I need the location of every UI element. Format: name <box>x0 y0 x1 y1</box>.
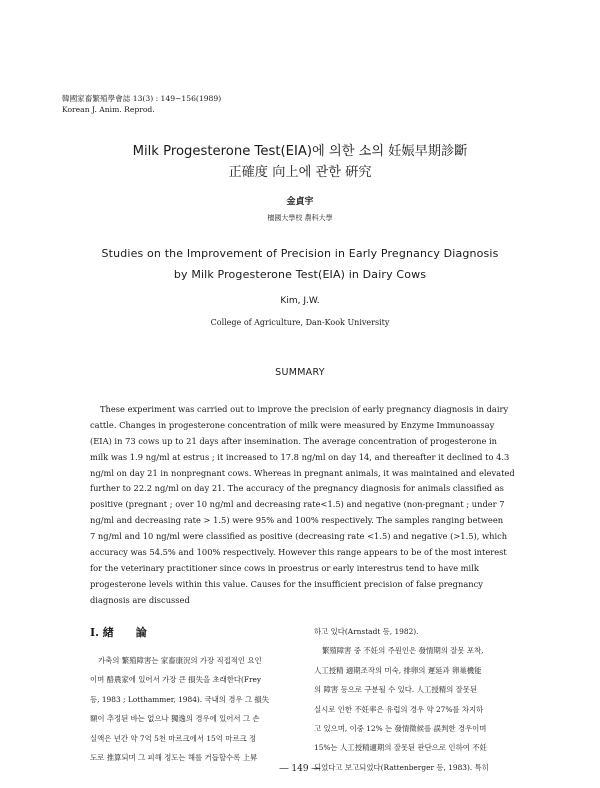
summary-line: These experiment was carried out to improve the precision of early pregnancy diagnosis in dairy <box>100 404 509 414</box>
english-title-line-1: Studies on the Improvement of Precision in Early Pregnancy Diagnosis <box>101 247 499 260</box>
journal-citation-english: Korean J. Anim. Reprod. <box>62 105 155 114</box>
body-line: 의 障害 등으로 구분될 수 있다. 人工授精의 잘못된 <box>314 685 478 695</box>
summary-line: diagnosis are discussed <box>90 594 190 605</box>
summary-line: progesterone levels within this value. Causes for the insufficient precision of false pregnancy <box>90 578 483 589</box>
introduction-left-column <box>90 651 295 767</box>
body-line: 등, 1983 ; Lotthammer, 1984). 국내의 경우 그 損失 <box>90 694 270 704</box>
summary-line: ng/ml on day 21 in nonpregnant cows. Whereas in pregnant animals, it was maintained and elevated <box>90 467 515 478</box>
author-english: Kim, J.W. <box>280 296 320 306</box>
journal-citation-korean: 韓國家畜繁殖學會誌 13(3) : 149~156(1989) <box>62 94 222 103</box>
body-line: 人工授精 適期조작의 미숙, 排卵의 遲延과 卵巢機能 <box>314 665 482 675</box>
section-heading-introduction: I. 緖 論 <box>90 626 147 639</box>
summary-line: milk was 1.9 ng/ml at estrus ; it increased to 17.8 ng/ml on day 14, and thereafter it declined to 4.3 <box>90 451 510 462</box>
summary-line: accuracy was 54.5% and 100% respectively. However this range appears to be of the most interest <box>90 547 507 558</box>
journal-citation <box>62 93 221 115</box>
summary-line: positive (pregnant ; over 10 ng/ml and decreasing rate<1.5) and negative (non-pregnant ; under 7 <box>90 499 505 510</box>
summary-body <box>90 402 520 609</box>
body-line: 가축의 繁殖障害는 家畜康況의 가장 직접적인 요인 <box>98 656 262 665</box>
body-line: 額이 추정된 바는 없으나 獨逸의 경우에 있어서 그 손 <box>90 714 260 724</box>
english-title-line-2: by Milk Progesterone Test(EIA) in Dairy Cows <box>173 268 427 281</box>
introduction-right-column <box>314 622 519 777</box>
korean-title-line-2: 正確度 向上에 관한 硏究 <box>228 165 372 180</box>
body-line: 실시로 인한 不妊率은 유럽의 경우 약 27%를 차지하 <box>314 704 484 714</box>
body-line: 되었다고 보고되었다(Rattenberger 등, 1983). 특히 <box>314 762 489 772</box>
body-line: 繁殖障害 중 不妊의 주원인은 發情期의 잘못 포착, <box>322 646 484 656</box>
korean-title-line-1: Milk Progesterone Test(EIA)에 의한 소의 妊娠早期診斷 <box>132 144 468 159</box>
body-line: 하고 있다(Arnstadt 등, 1982). <box>314 627 419 636</box>
body-line: 15%는 人工授精適期의 잘못된 판단으로 인하여 不妊 <box>314 743 487 753</box>
summary-line: for the veterinary practitioner since cows in proestrus or early interestrus tend to have milk <box>90 562 479 573</box>
author-korean: 金貞宇 <box>286 197 314 207</box>
body-line: 이며 酪農家에 있어서 가장 큰 損失을 초래한다(Frey <box>90 675 262 685</box>
page-number-text: ― 149 ― <box>279 764 321 774</box>
summary-heading: SUMMARY <box>275 367 325 378</box>
summary-line: ng/ml and decreasing rate > 1.5) were 95% and 100% respectively. The samples ranging between <box>90 515 504 526</box>
body-line: 실액은 년간 약 7억 5천 마르크에서 15억 마르크 정 <box>90 733 257 743</box>
summary-line: cattle. Changes in progesterone concentration of milk were measured by Enzyme Immunoassay <box>90 419 495 430</box>
summary-line: (EIA) in 73 cows up to 21 days after insemination. The average concentration of progesterone in <box>90 435 498 446</box>
summary-line: further to 22.2 ng/ml on day 21. The accuracy of the pregnancy diagnosis for animals classified as <box>90 483 504 494</box>
page-number <box>0 764 600 774</box>
body-line: 도로 推算되며 그 피해 정도는 해를 거듭할수록 上昇 <box>90 752 258 762</box>
affiliation-korean: 檀國大學校 農科大學 <box>267 214 333 222</box>
affiliation-english: College of Agriculture, Dan-Kook University <box>210 318 390 327</box>
body-line: 고 있으며, 이중 12% 는 發情徵候를 誤判한 경우이며 <box>314 723 487 733</box>
summary-line: 7 ng/ml and 10 ng/ml were classified as positive (decreasing rate <1.5) and negative (>1.5), which <box>90 531 508 542</box>
